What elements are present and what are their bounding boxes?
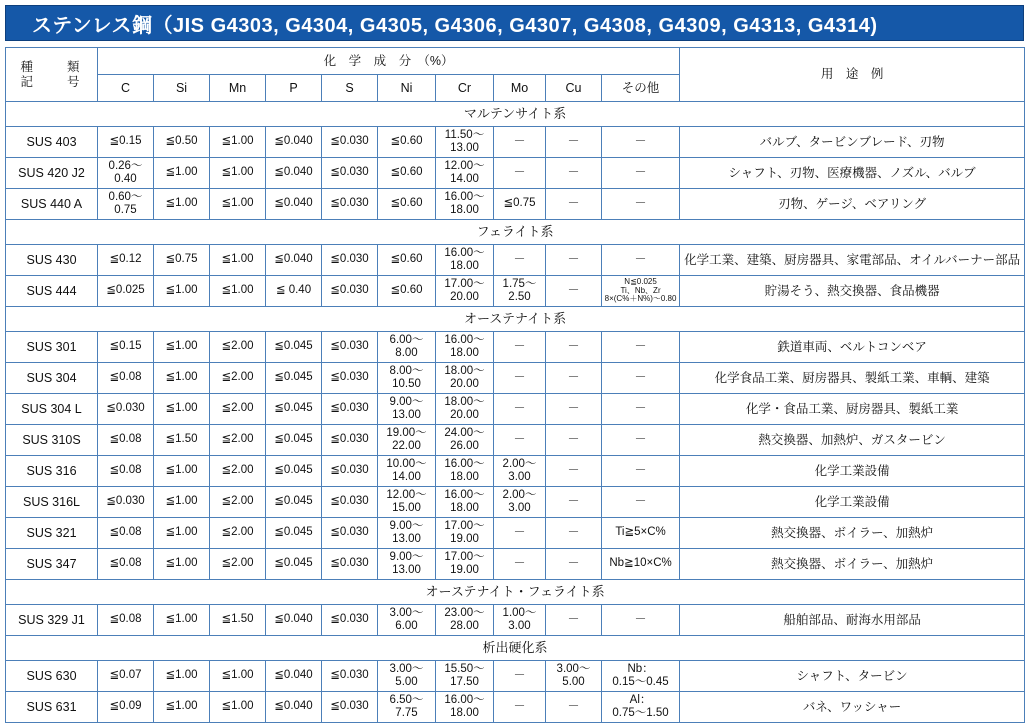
composition-cell: － — [546, 245, 602, 276]
composition-cell: ≦0.030 — [322, 245, 378, 276]
use-cell: 熱交換器、ボイラー、加熱炉 — [680, 549, 1025, 580]
table-body — [6, 102, 1025, 723]
composition-cell: Nb≧10×C% — [602, 549, 680, 580]
grade-cell: SUS 630 — [6, 661, 98, 692]
table-row — [6, 456, 1025, 487]
composition-cell: ≦1.00 — [154, 276, 210, 307]
composition-cell: ≦0.030 — [322, 127, 378, 158]
composition-cell: 12.00～ 14.00 — [436, 158, 494, 189]
composition-cell: ≦0.030 — [322, 158, 378, 189]
composition-cell: ≦2.00 — [210, 425, 266, 456]
header-element-p: P — [266, 75, 322, 102]
header-kind-line1: 種 類 — [20, 60, 83, 75]
composition-cell: － — [602, 487, 680, 518]
header-use: 用 途 例 — [680, 48, 1025, 102]
composition-cell: ≦0.08 — [98, 425, 154, 456]
composition-cell: ≦0.60 — [378, 189, 436, 220]
composition-cell: ≦0.040 — [266, 661, 322, 692]
composition-cell: 2.00～ 3.00 — [494, 487, 546, 518]
composition-cell: ≦0.045 — [266, 394, 322, 425]
use-cell: 化学工業設備 — [680, 487, 1025, 518]
grade-cell: SUS 347 — [6, 549, 98, 580]
table-row — [6, 425, 1025, 456]
composition-cell: ≦0.045 — [266, 332, 322, 363]
composition-cell: 0.26～ 0.40 — [98, 158, 154, 189]
group-header-label: オーステナイト・フェライト系 — [6, 580, 1025, 605]
composition-cell: ≦2.00 — [210, 549, 266, 580]
use-cell: 化学工業、建築、厨房器具、家電部品、オイルバーナー部品 — [680, 245, 1025, 276]
composition-cell: ≦1.00 — [210, 127, 266, 158]
composition-cell: 9.00～ 13.00 — [378, 394, 436, 425]
composition-cell: － — [602, 456, 680, 487]
composition-cell: 16.00～ 18.00 — [436, 245, 494, 276]
composition-cell: ≦0.12 — [98, 245, 154, 276]
composition-cell: ≦1.00 — [154, 692, 210, 723]
composition-cell: 23.00～ 28.00 — [436, 605, 494, 636]
composition-cell: 18.00～ 20.00 — [436, 363, 494, 394]
table-row — [6, 158, 1025, 189]
header-element-ni: Ni — [378, 75, 436, 102]
header-element-mo: Mo — [494, 75, 546, 102]
use-cell: 熱交換器、加熱炉、ガスタービン — [680, 425, 1025, 456]
composition-cell: 12.00～ 15.00 — [378, 487, 436, 518]
grade-cell: SUS 301 — [6, 332, 98, 363]
composition-cell: ≦2.00 — [210, 363, 266, 394]
composition-cell: ≦0.08 — [98, 518, 154, 549]
composition-cell: 15.50～ 17.50 — [436, 661, 494, 692]
composition-cell: ≦0.040 — [266, 189, 322, 220]
composition-cell: 6.00～ 8.00 — [378, 332, 436, 363]
composition-cell: ≦0.60 — [378, 158, 436, 189]
header-element-cr: Cr — [436, 75, 494, 102]
composition-cell: 1.00～ 3.00 — [494, 605, 546, 636]
composition-cell: 18.00～ 20.00 — [436, 394, 494, 425]
composition-cell: － — [546, 456, 602, 487]
composition-cell: 9.00～ 13.00 — [378, 518, 436, 549]
composition-cell: － — [546, 605, 602, 636]
group-header-row — [6, 220, 1025, 245]
page-root — [0, 5, 1029, 719]
composition-cell: 2.00～ 3.00 — [494, 456, 546, 487]
composition-cell: ≦0.030 — [322, 276, 378, 307]
composition-cell: － — [602, 332, 680, 363]
composition-cell: ≦0.08 — [98, 456, 154, 487]
composition-cell: － — [546, 332, 602, 363]
composition-cell: － — [602, 605, 680, 636]
composition-cell: ≦ 0.40 — [266, 276, 322, 307]
composition-cell: ≦1.00 — [154, 661, 210, 692]
use-cell: バネ、ワッシャー — [680, 692, 1025, 723]
composition-cell: 0.60～ 0.75 — [98, 189, 154, 220]
composition-cell: ≦1.50 — [154, 425, 210, 456]
grade-cell: SUS 430 — [6, 245, 98, 276]
composition-cell: ≦0.60 — [378, 276, 436, 307]
grade-cell: SUS 310S — [6, 425, 98, 456]
table-head — [6, 48, 1025, 102]
table-row — [6, 363, 1025, 394]
header-element-c: C — [98, 75, 154, 102]
composition-cell: ≦1.00 — [154, 394, 210, 425]
composition-cell: － — [602, 245, 680, 276]
composition-cell: ≦1.00 — [154, 549, 210, 580]
composition-cell: 17.00～ 19.00 — [436, 549, 494, 580]
composition-cell: 11.50～ 13.00 — [436, 127, 494, 158]
composition-cell: 16.00～ 18.00 — [436, 189, 494, 220]
composition-cell: ≦0.045 — [266, 487, 322, 518]
composition-cell: Nb： 0.15～0.45 — [602, 661, 680, 692]
grade-cell: SUS 321 — [6, 518, 98, 549]
composition-cell: Ti≧5×C% — [602, 518, 680, 549]
composition-cell: － — [546, 518, 602, 549]
composition-cell: 16.00～ 18.00 — [436, 332, 494, 363]
composition-cell: ≦0.75 — [494, 189, 546, 220]
composition-cell: ≦0.08 — [98, 605, 154, 636]
composition-cell: ≦0.030 — [322, 394, 378, 425]
composition-cell: ≦1.00 — [154, 158, 210, 189]
composition-cell: － — [494, 158, 546, 189]
composition-cell: 3.00～ 6.00 — [378, 605, 436, 636]
composition-cell: － — [602, 189, 680, 220]
composition-cell: － — [494, 549, 546, 580]
table-row — [6, 549, 1025, 580]
composition-cell: ≦1.00 — [210, 276, 266, 307]
composition-cell: － — [602, 158, 680, 189]
composition-cell: ≦0.030 — [322, 487, 378, 518]
use-cell: 化学食品工業、厨房器具、製紙工業、車輌、建築 — [680, 363, 1025, 394]
use-cell: 船舶部品、耐海水用部品 — [680, 605, 1025, 636]
composition-cell: － — [546, 692, 602, 723]
composition-cell: 9.00～ 13.00 — [378, 549, 436, 580]
composition-cell: ≦0.15 — [98, 332, 154, 363]
table-row — [6, 276, 1025, 307]
composition-cell: ≦0.045 — [266, 425, 322, 456]
use-cell: 化学工業設備 — [680, 456, 1025, 487]
grade-cell: SUS 420 J2 — [6, 158, 98, 189]
composition-cell: ≦1.00 — [154, 487, 210, 518]
composition-cell: － — [494, 363, 546, 394]
composition-cell: ≦0.60 — [378, 127, 436, 158]
composition-cell: ≦0.040 — [266, 245, 322, 276]
composition-cell: ≦0.15 — [98, 127, 154, 158]
composition-cell: ≦0.030 — [322, 549, 378, 580]
composition-cell: ≦0.030 — [322, 692, 378, 723]
composition-cell: ≦0.50 — [154, 127, 210, 158]
header-composition: 化 学 成 分 （%） — [98, 48, 680, 75]
group-header-label: オーステナイト系 — [6, 307, 1025, 332]
composition-cell: － — [546, 276, 602, 307]
composition-cell: － — [602, 127, 680, 158]
composition-cell: － — [494, 245, 546, 276]
composition-cell: ≦1.00 — [210, 692, 266, 723]
grade-cell: SUS 440 A — [6, 189, 98, 220]
composition-cell: ≦2.00 — [210, 518, 266, 549]
header-element-mn: Mn — [210, 75, 266, 102]
composition-cell: ≦0.040 — [266, 692, 322, 723]
composition-cell: ≦1.00 — [154, 605, 210, 636]
use-cell: シャフト、タービン — [680, 661, 1025, 692]
composition-cell: ≦0.030 — [322, 518, 378, 549]
composition-cell: 6.50～ 7.75 — [378, 692, 436, 723]
composition-cell: ≦0.030 — [322, 363, 378, 394]
composition-cell: ≦0.040 — [266, 605, 322, 636]
composition-cell: ≦0.07 — [98, 661, 154, 692]
use-cell: 貯湯そう、熱交換器、食品機器 — [680, 276, 1025, 307]
composition-cell: － — [494, 127, 546, 158]
composition-cell: ≦1.00 — [210, 245, 266, 276]
composition-cell: 10.00～ 14.00 — [378, 456, 436, 487]
composition-cell: － — [494, 332, 546, 363]
composition-cell: ≦0.040 — [266, 158, 322, 189]
header-kind-line2: 記 号 — [20, 74, 83, 89]
composition-cell: ≦1.00 — [210, 189, 266, 220]
composition-cell: ≦0.030 — [322, 605, 378, 636]
composition-cell: － — [602, 394, 680, 425]
composition-cell: ≦1.00 — [210, 158, 266, 189]
grade-cell: SUS 304 L — [6, 394, 98, 425]
group-header-label: フェライト系 — [6, 220, 1025, 245]
composition-cell: － — [546, 158, 602, 189]
table-row — [6, 245, 1025, 276]
table-row — [6, 189, 1025, 220]
grade-cell: SUS 304 — [6, 363, 98, 394]
composition-cell: ≦1.50 — [210, 605, 266, 636]
composition-cell: 19.00～ 22.00 — [378, 425, 436, 456]
composition-cell: － — [546, 189, 602, 220]
composition-cell: ≦0.045 — [266, 518, 322, 549]
group-header-label: マルテンサイト系 — [6, 102, 1025, 127]
grade-cell: SUS 444 — [6, 276, 98, 307]
composition-cell: － — [494, 661, 546, 692]
composition-cell: ≦0.030 — [322, 332, 378, 363]
composition-cell: ≦1.00 — [154, 332, 210, 363]
group-header-row — [6, 307, 1025, 332]
grade-cell: SUS 403 — [6, 127, 98, 158]
table-row — [6, 127, 1025, 158]
composition-cell: － — [602, 425, 680, 456]
composition-cell: ≦0.045 — [266, 456, 322, 487]
composition-cell: ≦2.00 — [210, 332, 266, 363]
use-cell: バルブ、タービンブレード、刃物 — [680, 127, 1025, 158]
composition-cell: － — [546, 127, 602, 158]
composition-cell: ≦0.030 — [98, 394, 154, 425]
composition-cell: ≦2.00 — [210, 456, 266, 487]
composition-cell: ≦0.025 — [98, 276, 154, 307]
composition-cell: － — [546, 363, 602, 394]
header-element-s: S — [322, 75, 378, 102]
composition-cell: ≦0.030 — [98, 487, 154, 518]
composition-cell: － — [546, 425, 602, 456]
composition-cell: － — [494, 394, 546, 425]
composition-cell: ≦1.00 — [154, 189, 210, 220]
composition-cell: ≦0.60 — [378, 245, 436, 276]
table-row — [6, 605, 1025, 636]
page-title: ステンレス鋼（JIS G4303, G4304, G4305, G4306, G4307, G4308, G4309, G4313, G4314) — [32, 14, 878, 37]
grade-cell: SUS 329 J1 — [6, 605, 98, 636]
composition-cell: 3.00～ 5.00 — [546, 661, 602, 692]
page-title-bar — [5, 5, 1024, 41]
composition-cell: ≦0.030 — [322, 661, 378, 692]
grade-cell: SUS 631 — [6, 692, 98, 723]
stainless-steel-spec-table — [5, 47, 1025, 723]
composition-cell: ≦0.030 — [322, 425, 378, 456]
composition-cell: － — [602, 363, 680, 394]
composition-cell: 17.00～ 19.00 — [436, 518, 494, 549]
composition-cell: 17.00～ 20.00 — [436, 276, 494, 307]
composition-cell: 8.00～ 10.50 — [378, 363, 436, 394]
composition-cell: ≦1.00 — [154, 363, 210, 394]
use-cell: 熱交換器、ボイラー、加熱炉 — [680, 518, 1025, 549]
composition-cell: 16.00～ 18.00 — [436, 487, 494, 518]
header-kind — [6, 48, 98, 102]
table-row — [6, 518, 1025, 549]
composition-cell: ≦0.08 — [98, 363, 154, 394]
grade-cell: SUS 316 — [6, 456, 98, 487]
table-row — [6, 394, 1025, 425]
composition-cell: 16.00～ 18.00 — [436, 692, 494, 723]
header-element-si: Si — [154, 75, 210, 102]
composition-cell: ≦0.040 — [266, 127, 322, 158]
composition-cell: Al： 0.75～1.50 — [602, 692, 680, 723]
table-row — [6, 692, 1025, 723]
composition-cell: ≦0.045 — [266, 549, 322, 580]
table-row — [6, 661, 1025, 692]
composition-cell: 16.00～ 18.00 — [436, 456, 494, 487]
composition-cell: 24.00～ 26.00 — [436, 425, 494, 456]
composition-cell: 1.75～ 2.50 — [494, 276, 546, 307]
use-cell: 化学・食品工業、厨房器具、製紙工業 — [680, 394, 1025, 425]
group-header-row — [6, 636, 1025, 661]
header-row-top — [6, 48, 1025, 75]
composition-cell: ≦0.030 — [322, 189, 378, 220]
composition-cell: ≦1.00 — [210, 661, 266, 692]
composition-cell: ≦1.00 — [154, 518, 210, 549]
composition-cell: ≦0.045 — [266, 363, 322, 394]
composition-cell: － — [494, 518, 546, 549]
grade-cell: SUS 316L — [6, 487, 98, 518]
composition-cell: ≦0.08 — [98, 549, 154, 580]
composition-cell: － — [494, 425, 546, 456]
use-cell: 刃物、ゲージ、ベアリング — [680, 189, 1025, 220]
table-row — [6, 487, 1025, 518]
composition-cell: ≦0.75 — [154, 245, 210, 276]
composition-cell: ≦0.09 — [98, 692, 154, 723]
composition-cell: N≦0.025 Ti、Nb、Zr 8×(C%＋N%)～0.80 — [602, 276, 680, 307]
composition-cell: ≦2.00 — [210, 394, 266, 425]
composition-cell: － — [494, 692, 546, 723]
header-element-cu: Cu — [546, 75, 602, 102]
use-cell: シャフト、刃物、医療機器、ノズル、バルブ — [680, 158, 1025, 189]
group-header-label: 析出硬化系 — [6, 636, 1025, 661]
composition-cell: ≦0.030 — [322, 456, 378, 487]
header-element-other: その他 — [602, 75, 680, 102]
composition-cell: ≦2.00 — [210, 487, 266, 518]
group-header-row — [6, 102, 1025, 127]
composition-cell: － — [546, 394, 602, 425]
composition-cell: ≦1.00 — [154, 456, 210, 487]
composition-cell: － — [546, 549, 602, 580]
table-row — [6, 332, 1025, 363]
use-cell: 鉄道車両、ベルトコンベア — [680, 332, 1025, 363]
composition-cell: － — [546, 487, 602, 518]
composition-cell: 3.00～ 5.00 — [378, 661, 436, 692]
group-header-row — [6, 580, 1025, 605]
